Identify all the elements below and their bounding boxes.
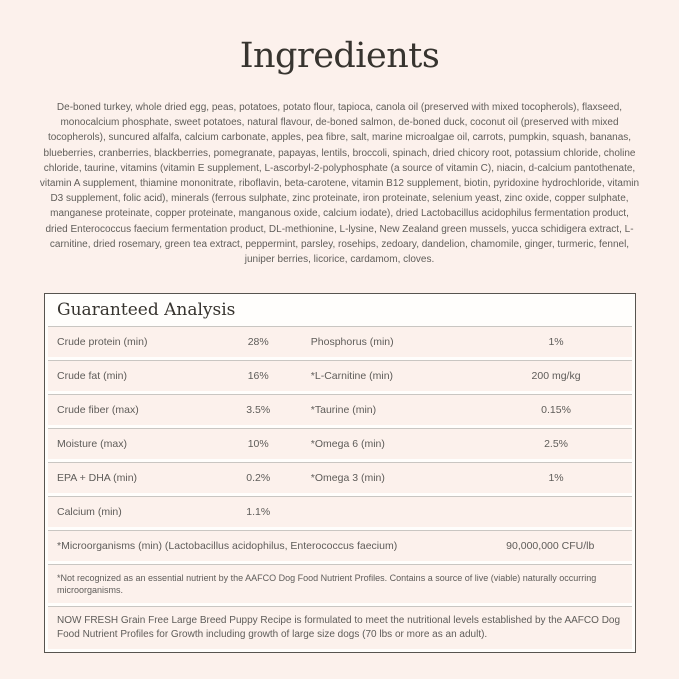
ingredients-paragraph: De-boned turkey, whole dried egg, peas, potatoes, potato flour, tapioca, canola oil (preserved with mixed tocopherols), flaxseed, monocalcium phosphate, sweet potatoes, natural flavour, de-boned salmon, de-boned duck, coconut oil (preserved with mixed tocopherols), suncured alfalfa, calcium carbonate, apples, pea fibre, salt, marine microalgae oil, carrots, pumpkin, squash, bananas, blueberries, cranberries, blackberries, pomegranate, papayas, lentils, broccoli, spinach, dried chicory root, potassium chloride, choline chloride, taurine, vitamins (vitamin E supplement, L-ascorbyl-2-polyphosphate (a source of vitamin C), niacin, d-calcium pantothenate, vitamin A supplement, thiamine mononitrate, riboflavin, beta-carotene, vitamin B12 supplement, biotin, pyridoxine hydrochloride, vitamin D3 supplement, folic acid), minerals (ferrous sulphate, zinc proteinate, iron proteinate, selenium yeast, zinc oxide, copper sulphate, manganese proteinate, copper proteinate, manganous oxide, calcium iodate), dried Lactobacillus acidophilus fermentation product, dried Enterococcus faecium fermentation product, DL-methionine, L-lysine, New Zealand green mussels, yucca schidigera extract, L-carnitine, dried rosemary, green tea extract, peppermint, parsley, rosehips, zedoary, dandelion, chamomile, ginger, turmeric, fennel, juniper berries, licorice, cardamom, cloves. bbox=[39, 102, 640, 266]
ga-label-left: EPA + DHA (min) bbox=[57, 472, 138, 484]
ga-value-left: 28% bbox=[247, 336, 269, 348]
ga-table-row bbox=[48, 496, 632, 527]
ga-value-left: 0.2% bbox=[246, 472, 271, 484]
ga-value-left: 10% bbox=[247, 438, 269, 450]
ga-value-right: 1% bbox=[548, 336, 564, 348]
ga-label-right: *Omega 3 (min) bbox=[310, 472, 385, 484]
ga-table-row bbox=[48, 428, 632, 459]
ga-table-row bbox=[48, 462, 632, 493]
ga-label-right: *Taurine (min) bbox=[310, 404, 377, 416]
ga-rows-container bbox=[48, 326, 632, 527]
footnote-aafco-statement: NOW FRESH Grain Free Large Breed Puppy Recipe is formulated to meet the nutritional levels established by the AAFCO Dog Food Nutrient Profiles for Growth including growth of large size dogs (70 lbs or more as an adult). bbox=[48, 606, 632, 649]
ga-microorganisms-label: *Microorganisms (min) (Lactobacillus acidophilus, Enterococcus faecium) bbox=[57, 540, 398, 552]
ga-label-right: *Omega 6 (min) bbox=[310, 438, 385, 450]
ga-label-left: Calcium (min) bbox=[57, 506, 122, 518]
ga-value-left: 3.5% bbox=[246, 404, 271, 416]
ga-value-right: 2.5% bbox=[544, 438, 569, 450]
ga-label-left: Crude protein (min) bbox=[57, 336, 148, 348]
footnote-not-recognized: *Not recognized as an essential nutrient by the AAFCO Dog Food Nutrient Profiles. Contains a source of live (viable) naturally occurring microorganisms. bbox=[48, 564, 632, 603]
ga-table-row bbox=[48, 360, 632, 391]
guaranteed-analysis-heading: Guaranteed Analysis bbox=[48, 297, 632, 323]
ga-value-left: 16% bbox=[247, 370, 269, 382]
ga-label-left: Crude fat (min) bbox=[57, 370, 128, 382]
ga-label-right: *L-Carnitine (min) bbox=[310, 370, 394, 382]
ga-value-left: 1.1% bbox=[246, 506, 271, 518]
ga-microorganisms-value: 90,000,000 CFU/lb bbox=[506, 540, 595, 552]
ga-label-left: Moisture (max) bbox=[57, 438, 128, 450]
ga-value-right: 1% bbox=[548, 472, 564, 484]
ga-label-left: Crude fiber (max) bbox=[57, 404, 139, 416]
guaranteed-analysis-table bbox=[44, 293, 636, 653]
ga-value-right: 0.15% bbox=[541, 404, 571, 416]
ga-value-right: 200 mg/kg bbox=[531, 370, 581, 382]
page-title: Ingredients bbox=[239, 36, 440, 76]
ga-row-microorganisms bbox=[48, 530, 632, 561]
ga-label-right: Phosphorus (min) bbox=[310, 336, 394, 348]
ga-table-row bbox=[48, 326, 632, 357]
ga-table-row bbox=[48, 394, 632, 425]
